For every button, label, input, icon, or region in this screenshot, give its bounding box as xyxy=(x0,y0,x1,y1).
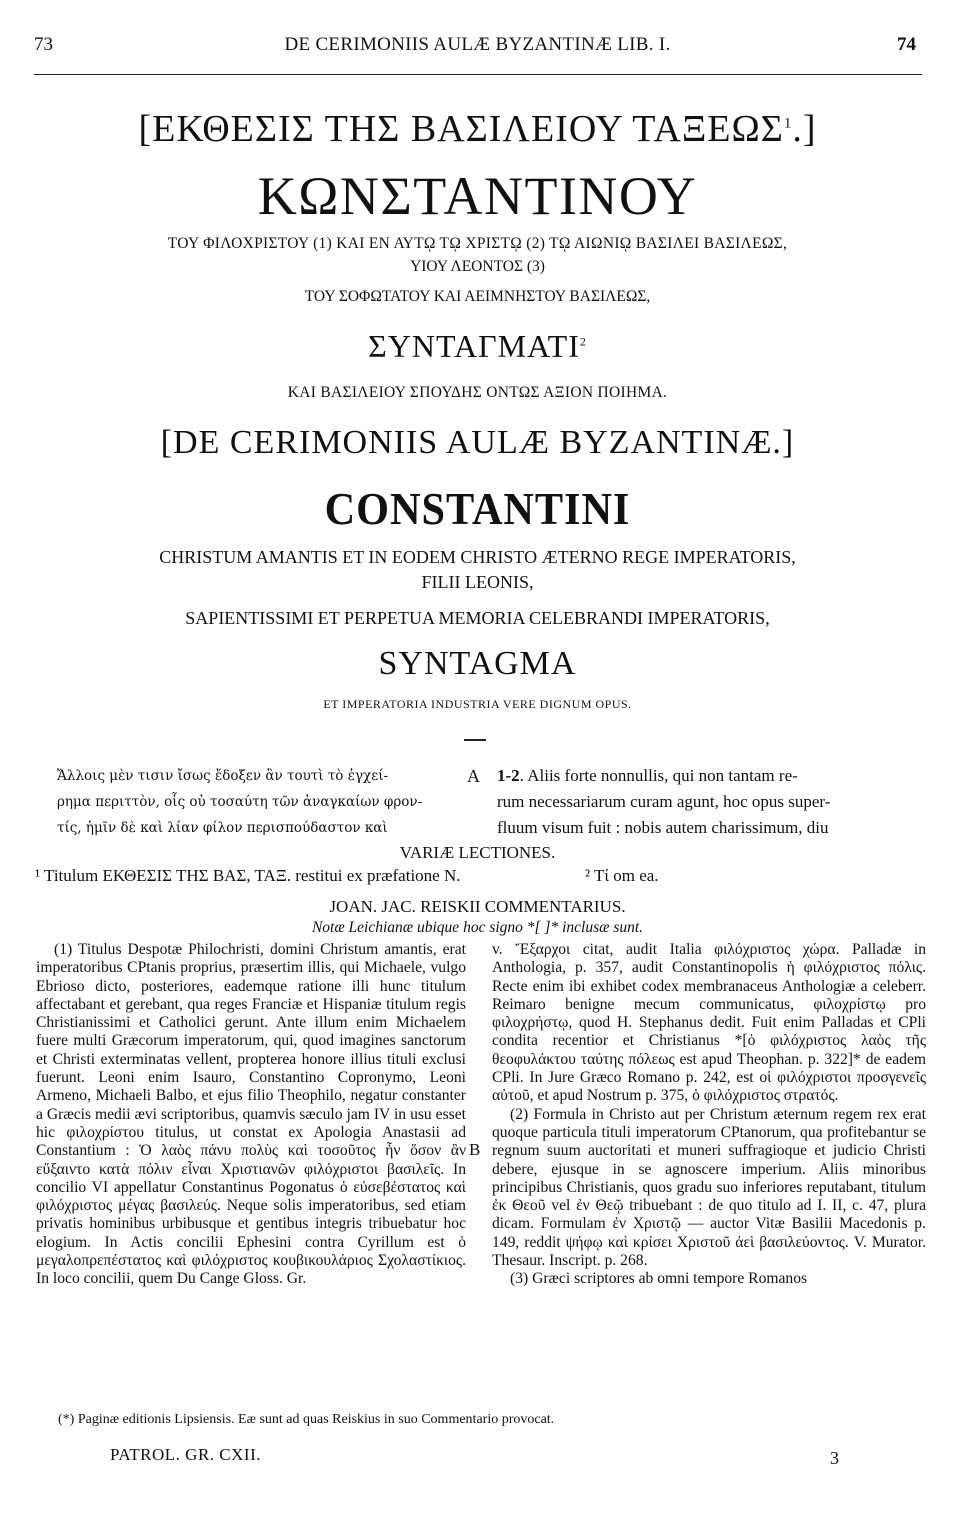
latin-text-line xyxy=(497,763,927,789)
greek-subtitle-2: ΥΙΟΥ ΛΕΟΝΤΟΣ (3) xyxy=(410,258,545,275)
commentary-left-column xyxy=(36,941,466,1289)
page-footnote: (*) Paginæ editionis Lipsiensis. Eæ sunt ad quas Reiskius in suo Commentario provocat. xyxy=(58,1412,555,1427)
header-rule xyxy=(34,74,922,75)
greek-text-line: ρημα περιττὸν, οἷς οὐ τοσαύτη τῶν ἀναγκαίων φρον- xyxy=(57,794,423,810)
latin-title: [DE CERIMONIIS AULÆ BYZANTINÆ.] xyxy=(160,424,795,461)
commentary-right-column xyxy=(492,941,926,1289)
greek-title-close: .] xyxy=(792,108,817,150)
variae-note-2: ² Τί om ea. xyxy=(585,866,659,885)
variae-note-1: ¹ Titulum ΕΚΘΕΣΙΣ ΤΗΣ ΒΑΣ, ΤΑΞ. restitui ex præfatione N. xyxy=(35,866,461,885)
greek-syntagmati xyxy=(0,328,955,365)
margin-marker-b: B xyxy=(469,1140,481,1159)
note-ref-2: 2 xyxy=(579,334,587,349)
greek-subtitle-1: ΤΟΥ ΦΙΛΟΧΡΙΣΤΟΥ (1) ΚΑΙ ΕΝ ΑΥΤῼ Τῼ ΧΡΙΣΤῼ (2) Τῼ ΑΙΩΝΙῼ ΒΑΣΙΛΕΙ ΒΑΣΙΛΕΩΣ, xyxy=(167,235,788,252)
latin-subtitle-3: SAPIENTISSIMI ET PERPETUA MEMORIA CELEBRANDI IMPERATORIS, xyxy=(185,608,770,628)
commentary-paragraph: (1) Titulus Despotæ Philochristi, domini Christum amantis, erat imperatoribus CPtanis proprius, præsertim illis, qui Michaele, vulgo Ebrioso dicto, posteriores, eademque ratione illi hunc titulum affectabant et gerebant, qua reges Franciæ et Hispaniæ titulum regis Christianissimi et Catholici gerunt. Ante illum enim Michaelem fuere multi Græcorum imperatorum, qui, quod imagines sanctorum et Christi exterminatas vellent, propterea honore illius tituli exclusi fuerunt. Leoni enim Isauro, Constantino Copronymo, Leoni Armeno, Michaeli Balbo, et ejus filio Theophilo, negatur constanter a Græcis medii ævi scriptoribus, quamvis sæculo jam IV in usu esset hic φιλοχρίστου titulus, ut constat ex Apologia Anastasii ad Constantium : Ὁ λαὸς πάνυ πολὺς καὶ τοσοῦτος ἦν ὅσον ἂν εὔξαιντο κατὰ πόλιν εἶναι Χριστιανῶν φιλόχριστοι βασιλεῖς. In concilio VI appellatur Constantinus Pogonatus ὁ εὐσεβέστατος καὶ φιλόχριστος μέγας βασιλεύς. Neque solis imperatoribus, sed etiam privatis hominibus urbibusque et gentibus integris tribuebatur hoc elogium. In Actis concilii Ephesini contra Cyrillum est ὁ μεγαλοπρεπέστατος καὶ φιλόχριστος κουβικουλάριος Σχολαστίκιος. In loco concilii, quem Du Cange Gloss. Gr. xyxy=(36,941,466,1288)
running-title: DE CERIMONIIS AULÆ BYZANTINÆ LIB. I. xyxy=(284,34,671,55)
latin-name-title: CONSTANTINI xyxy=(324,483,631,534)
greek-text-line: τίς, ἡμῖν δὲ καὶ λίαν φίλον περισπούδαστον καὶ xyxy=(57,820,388,836)
latin-ref-number: 1-2 xyxy=(497,766,520,785)
page-number-right: 74 xyxy=(897,34,916,55)
greek-name-title: ΚΩΝΣΤΑΝΤΙΝΟΥ xyxy=(257,166,698,226)
latin-subtitle-2: FILII LEONIS, xyxy=(421,572,534,592)
variae-heading: VARIÆ LECTIONES. xyxy=(399,843,556,862)
commentary-paragraph: v. Ἔξαρχοι citat, audit Italia φιλόχριστος χώρα. Palladæ in Anthologia, p. 357, audit Constantinopolis ἡ φιλόχριστος πόλις. Recte enim ibi exhibet codex membranaceus Anthologiæ a celeberr. Reimaro benigne mecum communicatus, φιλοχρίστῳ pro φιλοχρήστῳ, quod H. Stephanus dedit. Fuit enim Palladas et CPli condita recentior et Christianus *[ὁ φιλόχριστος λαὸς τῆς θεοφυλάκτου ταύτης πόλεως est apud Theophan. p. 322]* de eadem CPli. In Jure Græco Romano p. 242, est οἱ φιλόχριστοι προσγενεῖς αὐτοῦ, et apud Nostrum p. 375, ὁ φιλόχριστος στρατός. xyxy=(492,941,926,1105)
greek-title-line xyxy=(0,107,955,151)
greek-title-text: [ΕΚΘΕΣΙΣ ΤΗΣ ΒΑΣΙΛΕΙΟΥ ΤΑΞΕΩΣ xyxy=(138,108,784,150)
latin-text-column xyxy=(497,763,927,841)
note-ref-1: 1 xyxy=(783,115,793,132)
margin-marker-a: A xyxy=(467,766,480,786)
syntagmati-text: ΣΥΝΤΑΓΜΑΤΙ xyxy=(368,328,580,364)
latin-text-line: rum necessariarum curam agunt, hoc opus super- xyxy=(497,792,831,811)
latin-text-line: fluum visum fuit : nobis autem charissimum, diu xyxy=(497,818,829,837)
latin-syntagma: SYNTAGMA xyxy=(378,645,577,682)
commentary-heading: JOAN. JAC. REISKII COMMENTARIUS. xyxy=(329,897,626,916)
latin-line-text: . Aliis forte nonnullis, qui non tantam re- xyxy=(519,766,798,785)
commentary-paragraph: (2) Formula in Christo aut per Christum æternum regem rex erat quoque particula tituli imperatorum CPtanorum, qua profitebantur se regnum suum auctoritati et muneri suffragioque et judicio Christi debere, ejusque in se agnoscere imperium. Aliis minoribus principibus Christianis, quos gradu suo inferiores reputabant, titulum ἐκ Θεοῦ vel ἐν Θεῷ tribuebant : de quo titulo ad I. II, c. 47, plura dicam. Formulam ἐν Χριστῷ — auctor Vitæ Basilii Macedonis p. 149, reddit ψήφῳ καὶ κρίσει Χριστοῦ ἀεὶ βασιλεύοντος. V. Murator. Thesaur. Inscript. p. 268. xyxy=(492,1105,926,1270)
footer-patrologia: PATROL. GR. CXII. xyxy=(110,1445,261,1464)
latin-subtitle-4: ET IMPERATORIA INDUSTRIA VERE DIGNUM OPUS. xyxy=(323,697,632,711)
latin-subtitle-1: CHRISTUM AMANTIS ET IN EODEM CHRISTO ÆTERNO REGE IMPERATORIS, xyxy=(159,547,796,567)
footer-signature: 3 xyxy=(830,1448,839,1468)
commentary-subheading: Notæ Leichianæ ubique hoc signo *[ ]* inclusæ sunt. xyxy=(311,919,644,936)
page-number-left: 73 xyxy=(34,34,53,55)
greek-text-column xyxy=(57,763,459,841)
greek-text-line: Ἄλλοις μὲν τισιν ἴσως ἔδοξεν ἂν τουτὶ τὸ ἐγχεί- xyxy=(57,768,389,784)
short-divider xyxy=(464,739,486,741)
greek-subtitle-4: ΚΑΙ ΒΑΣΙΛΕΙΟΥ ΣΠΟΥΔΗΣ ΟΝΤΩΣ ΑΞΙΟΝ ΠΟΙΗΜΑ. xyxy=(287,384,668,401)
greek-subtitle-3: ΤΟΥ ΣΟΦΩΤΑΤΟΥ ΚΑΙ ΑΕΙΜΝΗΣΤΟΥ ΒΑΣΙΛΕΩΣ, xyxy=(304,288,651,305)
commentary-paragraph: (3) Græci scriptores ab omni tempore Romanos xyxy=(510,1270,808,1288)
